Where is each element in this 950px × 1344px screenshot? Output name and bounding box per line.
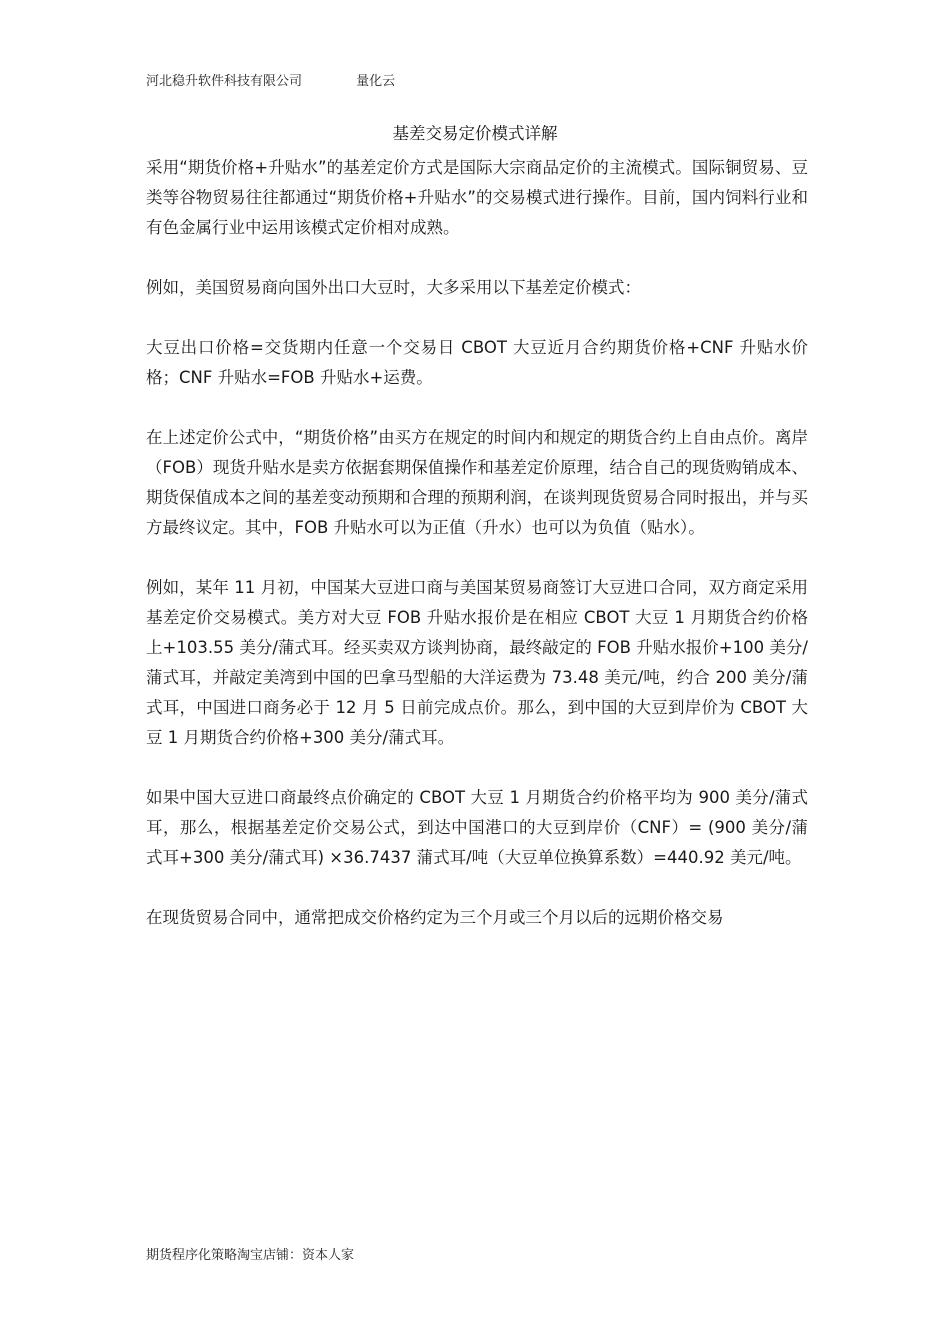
paragraph: 如果中国大豆进口商最终点价确定的 CBOT 大豆 1 月期货合约价格平均为 900 美分/蒲式耳，那么，根据基差定价交易公式，到达中国港口的大豆到岸价（CNF）= (900 美分/蒲式耳+300 美分/蒲式耳) ×36.7437 蒲式耳/吨（大豆单位换算系数）=440.92 美元/吨。 <box>146 788 808 867</box>
page-header <box>146 70 395 89</box>
paragraph: 在现货贸易合同中，通常把成交价格约定为三个月或三个月以后的远期价格交易 <box>146 908 724 927</box>
paragraph: 例如，某年 11 月初，中国某大豆进口商与美国某贸易商签订大豆进口合同，双方商定采用基差定价交易模式。美方对大豆 FOB 升贴水报价是在相应 CBOT 大豆 1 月期货合约价格上+103.55 美分/蒲式耳。经买卖双方谈判协商，最终敲定的 FOB 升贴水报价+100 美分/蒲式耳，并敲定美湾到中国的巴拿马型船的大洋运费为 73.48 美元/吨，约合 200 美分/蒲式耳，中国进口商务必于 12 月 5 日前完成点价。那么，到中国的大豆到岸价为 CBOT 大豆 1 月期货合约价格+300 美分/蒲式耳。 <box>146 578 808 747</box>
paragraph: 例如，美国贸易商向国外出口大豆时，大多采用以下基差定价模式： <box>146 278 641 297</box>
company-name: 河北稳升软件科技有限公司 <box>146 74 303 89</box>
paragraph: 大豆出口价格=交货期内任意一个交易日 CBOT 大豆近月合约期货价格+CNF 升贴水价格；CNF 升贴水=FOB 升贴水+运费。 <box>146 338 808 387</box>
brand-name: 量化云 <box>356 74 396 89</box>
document-body <box>146 153 808 933</box>
page-footer: 期货程序化策略淘宝店铺：资本人家 <box>146 1248 355 1263</box>
paragraph: 在上述定价公式中，“期货价格”由买方在规定的时间内和规定的期货合约上自由点价。离岸（FOB）现货升贴水是卖方依据套期保值操作和基差定价原理，结合自己的现货购销成本、期货保值成本之间的基差变动预期和合理的预期利润，在谈判现货贸易合同时报出，并与买方最终议定。其中，FOB 升贴水可以为正值（升水）也可以为负值（贴水）。 <box>146 428 808 537</box>
document-title: 基差交易定价模式详解 <box>392 124 558 143</box>
paragraph: 采用“期货价格+升贴水”的基差定价方式是国际大宗商品定价的主流模式。国际铜贸易、豆类等谷物贸易往往都通过“期货价格+升贴水”的交易模式进行操作。目前，国内饲料行业和有色金属行业中运用该模式定价相对成熟。 <box>146 158 808 237</box>
